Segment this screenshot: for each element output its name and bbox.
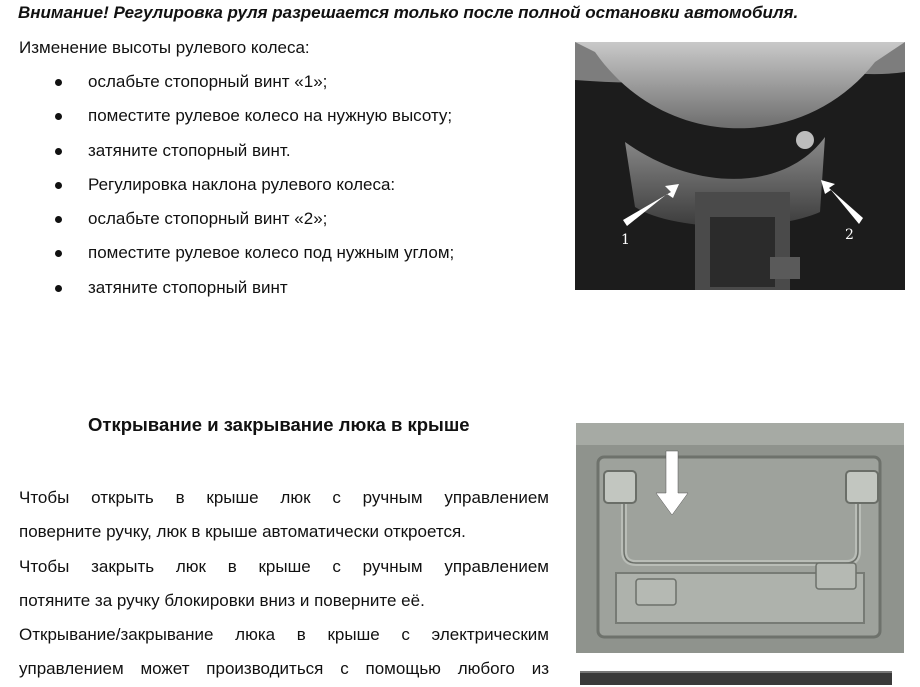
- list-item: поместите рулевое колесо на нужную высоту;: [0, 104, 454, 138]
- paragraph-line: управлением может производиться с помощью любого из: [19, 659, 549, 679]
- photo-label-2: 2: [845, 227, 854, 243]
- bullet-icon: [55, 250, 62, 257]
- paragraph-line: Открывание/закрывание люка в крыше с электрическим: [19, 625, 549, 645]
- paragraph-line: поверните ручку, люк в крыше автоматически откроется.: [19, 522, 466, 542]
- list-item: ослабьте стопорный винт «2»;: [0, 207, 454, 241]
- list-item: затяните стопорный винт: [0, 276, 454, 310]
- list-item: затяните стопорный винт.: [0, 139, 454, 173]
- steering-intro: Изменение высоты рулевого колеса:: [19, 38, 310, 57]
- sunroof-paragraph: [19, 481, 549, 687]
- bullet-icon: [55, 79, 62, 86]
- list-item: ослабьте стопорный винт «1»;: [0, 70, 454, 104]
- paragraph-line: потяните за ручку блокировки вниз и поверните её.: [19, 590, 425, 610]
- paragraph-line: Чтобы закрыть люк в крыше с ручным управлением: [19, 556, 549, 576]
- bullet-icon: [55, 113, 62, 120]
- steering-column-illustration: [575, 42, 905, 290]
- warning-text: Внимание! Регулировка руля разрешается только после полной остановки автомобиля.: [18, 3, 799, 22]
- next-photo-edge: [580, 671, 892, 685]
- bullet-icon: [55, 285, 62, 292]
- photo-label-1: 1: [621, 232, 630, 248]
- steering-column-photo: [575, 42, 905, 290]
- bullet-icon: [55, 182, 62, 189]
- paragraph-line: Чтобы открыть в крыше люк с ручным управлением: [19, 488, 549, 507]
- sunroof-handle-photo: [576, 423, 904, 653]
- section-heading: Открывание и закрывание люка в крыше: [88, 414, 470, 435]
- list-item: Регулировка наклона рулевого колеса:: [0, 173, 454, 207]
- bullet-icon: [55, 148, 62, 155]
- list-item: поместите рулевое колесо под нужным углом;: [0, 241, 454, 275]
- sunroof-handle-illustration: [576, 423, 904, 653]
- steering-steps-list: [0, 70, 454, 310]
- bullet-icon: [55, 216, 62, 223]
